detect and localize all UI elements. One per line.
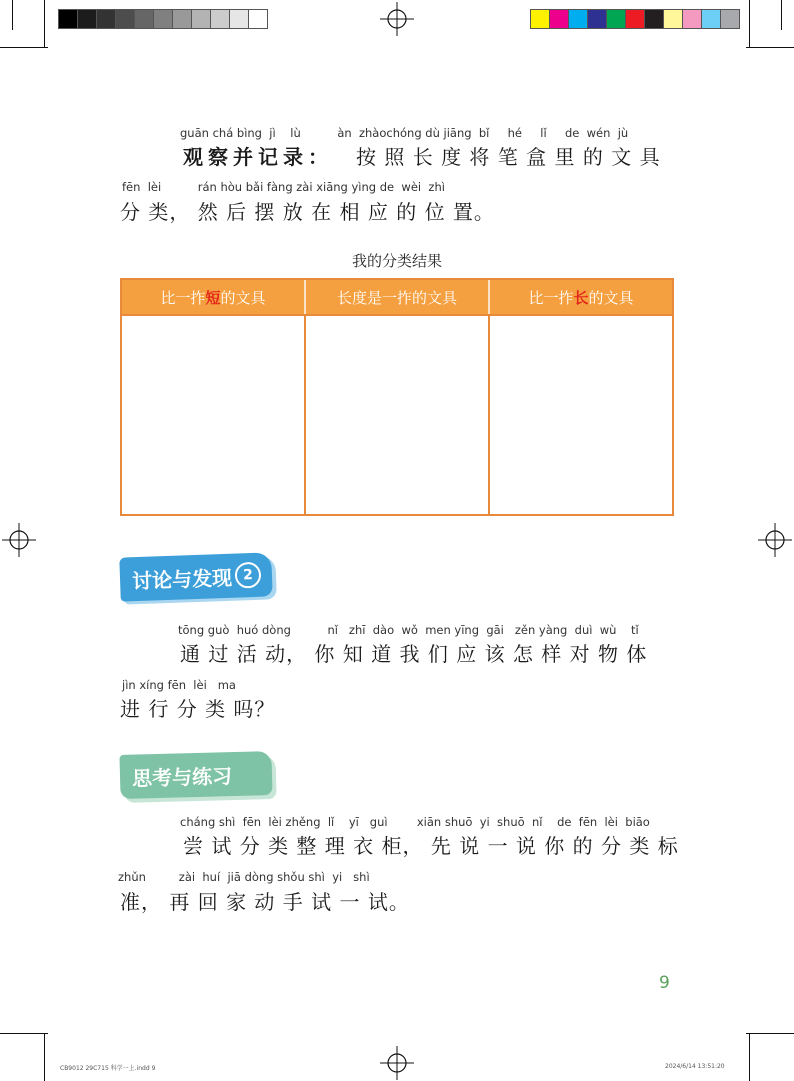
- color-swatch: [78, 10, 97, 28]
- body-text-line: 尝 试 分 类 整 理 衣 柜， 先 说 一 说 你 的 分 类 标: [183, 834, 679, 858]
- banner-title: 思考与练习: [131, 763, 233, 791]
- practice-banner: [119, 751, 272, 799]
- crop-mark-tl-v: [44, 0, 45, 48]
- pinyin-line: zhǔn zài huí jiā dòng shǒu shì yi shì: [118, 870, 370, 884]
- crop-mark-tl-v2: [12, 0, 13, 30]
- pinyin-line: guān chá bìng jì lù àn zhàochóng dù jiāng bǐ hé lǐ de wén jù: [180, 126, 629, 140]
- table-caption: 我的分类结果: [351, 252, 442, 270]
- color-swatch: [211, 10, 230, 28]
- color-swatch: [173, 10, 192, 28]
- table-header-equal: [306, 280, 490, 314]
- color-swatch: [135, 10, 154, 28]
- crop-mark-tr-v: [749, 0, 750, 48]
- header-text: 比一拃: [528, 288, 574, 307]
- table-body: [122, 314, 672, 514]
- color-swatch: [59, 10, 78, 28]
- color-swatch: [626, 10, 645, 28]
- color-swatch: [97, 10, 116, 28]
- table-cell-longer[interactable]: [490, 314, 672, 514]
- color-swatch: [531, 10, 550, 28]
- body-text-line: 通 过 活 动， 你 知 道 我 们 应 该 怎 样 对 物 体: [180, 642, 648, 666]
- pinyin-line: fēn lèi rán hòu bǎi fàng zài xiāng yìng de wèi zhì: [122, 180, 445, 194]
- crop-mark-tr-h: [746, 47, 794, 48]
- body-text-line: 准， 再 回 家 动 手 试 一 试。: [120, 890, 410, 914]
- crop-mark-br-h: [746, 1033, 794, 1034]
- color-swatch: [721, 10, 739, 28]
- pinyin-line: tōng guò huó dòng nǐ zhī dào wǒ men yīng gāi zěn yàng duì wù tǐ: [178, 623, 639, 637]
- banner-title: 讨论与发现: [131, 565, 233, 593]
- crop-mark-bl-h: [0, 1033, 48, 1034]
- header-highlight: 长: [573, 288, 589, 307]
- crop-mark-tr-v2: [781, 0, 782, 30]
- color-swatch: [607, 10, 626, 28]
- header-text: 长度是一拃的文具: [336, 288, 457, 307]
- color-swatch: [154, 10, 173, 28]
- color-swatch: [702, 10, 721, 28]
- table-cell-equal[interactable]: [306, 314, 490, 514]
- header-text: 的文具: [220, 288, 266, 307]
- body-text-line: 分 类， 然 后 摆 放 在 相 应 的 位 置。: [120, 200, 495, 224]
- table-header-shorter: [122, 280, 306, 314]
- crop-mark-br-v: [749, 1033, 750, 1081]
- footer-timestamp: 2024/6/14 13:51:20: [665, 1063, 725, 1070]
- table-header: [122, 280, 672, 314]
- registration-mark-bottom: [380, 1046, 414, 1080]
- color-swatch: [664, 10, 683, 28]
- crop-mark-bl-v: [44, 1033, 45, 1081]
- color-swatch: [116, 10, 135, 28]
- body-text-line: 按 照 长 度 将 笔 盒 里 的 文 具: [356, 145, 661, 169]
- color-swatch: [550, 10, 569, 28]
- gray-color-bar: [58, 9, 268, 29]
- color-swatch: [588, 10, 607, 28]
- discussion-banner: [119, 552, 272, 601]
- table-header-longer: [490, 280, 672, 314]
- table-cell-shorter[interactable]: [122, 314, 306, 514]
- section1-label: 观察并记录：: [183, 145, 333, 169]
- header-text: 比一拃: [160, 288, 206, 307]
- color-swatch: [645, 10, 664, 28]
- color-swatch: [249, 10, 267, 28]
- registration-mark-right: [758, 523, 792, 557]
- pinyin-line: cháng shì fēn lèi zhěng lǐ yī guì xiān shuō yi shuō nǐ de fēn lèi biāo: [180, 815, 650, 829]
- registration-mark-top: [380, 2, 414, 36]
- pinyin-line: jìn xíng fēn lèi ma: [122, 678, 236, 692]
- registration-mark-left: [2, 523, 36, 557]
- classification-table: [120, 278, 674, 516]
- banner-number: 2: [235, 562, 262, 589]
- cmyk-color-bar: [530, 9, 740, 29]
- color-swatch: [230, 10, 249, 28]
- color-swatch: [192, 10, 211, 28]
- footer-file-info: CB9012 29C715 科学一上.indd 9: [60, 1065, 156, 1072]
- page-number: 9: [659, 973, 670, 993]
- header-highlight: 短: [205, 288, 221, 307]
- color-swatch: [569, 10, 588, 28]
- color-swatch: [683, 10, 702, 28]
- body-text-line: 进 行 分 类 吗？: [120, 697, 276, 721]
- crop-mark-tl-h: [0, 47, 48, 48]
- header-text: 的文具: [588, 288, 634, 307]
